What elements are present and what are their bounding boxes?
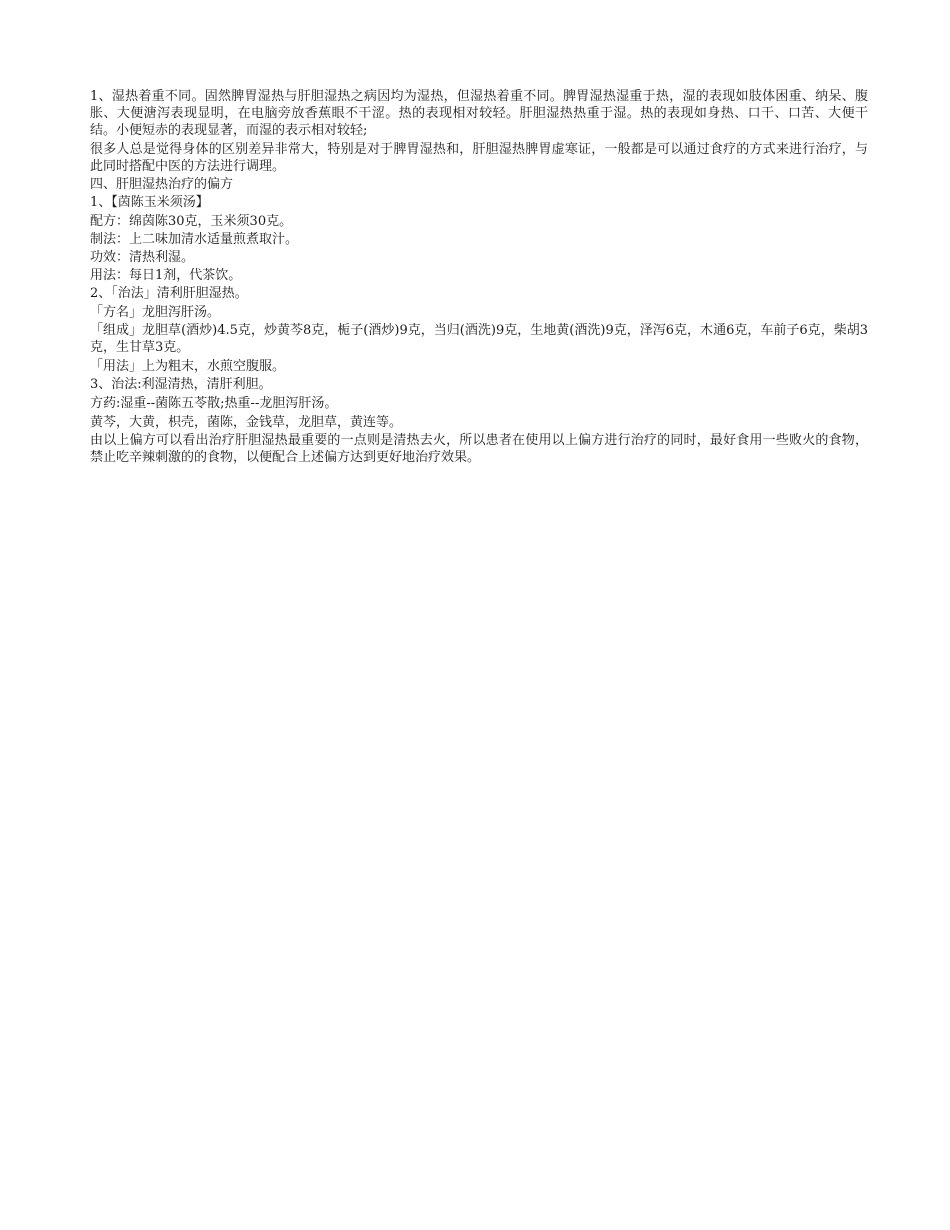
paragraph-diet-therapy: 很多人总是觉得身体的区别差异非常大，特别是对于脾胃湿热和，肝胆湿热脾胃虚寒证，一般都是可以通过食疗的方式来进行治疗，与此同时搭配中医的方法进行调理。: [90, 142, 868, 174]
remedy-2-name: 「方名」龙胆泻肝汤。: [90, 305, 221, 320]
remedy-3-prescription: 方药:湿重--菌陈五苓散;热重--龙胆泻肝汤。: [90, 396, 338, 411]
remedy-1-usage: 用法：每日1剂，代茶饮。: [90, 268, 242, 283]
remedy-1-formula: 配方：绵茵陈30克，玉米须30克。: [90, 214, 293, 229]
paragraph-conclusion: 由以上偏方可以看出治疗肝胆湿热最重要的一点则是清热去火，所以患者在使用以上偏方进行治疗的同时，最好食用一些败火的食物，禁止吃辛辣刺激的的食物，以便配合上述偏方达到更好地治疗效果。: [90, 433, 868, 465]
remedy-1-title: 1、【茵陈玉米须汤】: [90, 195, 209, 210]
remedy-2-method: 2、「治法」清利肝胆湿热。: [90, 286, 248, 301]
remedy-1-preparation: 制法：上二味加清水适量煎煮取汁。: [90, 232, 299, 247]
remedy-2-composition: 「组成」龙胆草(酒炒)4.5克，炒黄芩8克，栀子(酒炒)9克，当归(酒洗)9克，生地黄(酒洗)9克，泽泻6克，木通6克，车前子6克，柴胡3克，生甘草3克。: [90, 323, 868, 355]
section-heading-remedies: 四、肝胆湿热治疗的偏方: [90, 177, 234, 192]
paragraph-differences: 1、湿热着重不同。固然脾胃湿热与肝胆湿热之病因均为湿热，但湿热着重不同。脾胃湿热湿重于热，湿的表现如肢体困重、纳呆、腹胀、大便溏泻表现显明，在电脑旁放香蕉眼不干涩。热的表现相对较轻。肝胆湿热热重于湿。热的表现如身热、口干、口苦、大便干结。小便短赤的表现显著，而湿的表示相对较轻;: [90, 89, 868, 138]
remedy-3-herbs: 黄芩，大黄，枳壳，菌陈，金钱草，龙胆草，黄连等。: [90, 415, 403, 430]
remedy-3-method: 3、治法:利湿清热，清肝利胆。: [90, 377, 272, 392]
remedy-1-effect: 功效：清热利湿。: [90, 250, 195, 265]
remedy-2-usage: 「用法」上为粗末，水煎空腹服。: [90, 359, 286, 374]
document-body: [90, 88, 868, 467]
